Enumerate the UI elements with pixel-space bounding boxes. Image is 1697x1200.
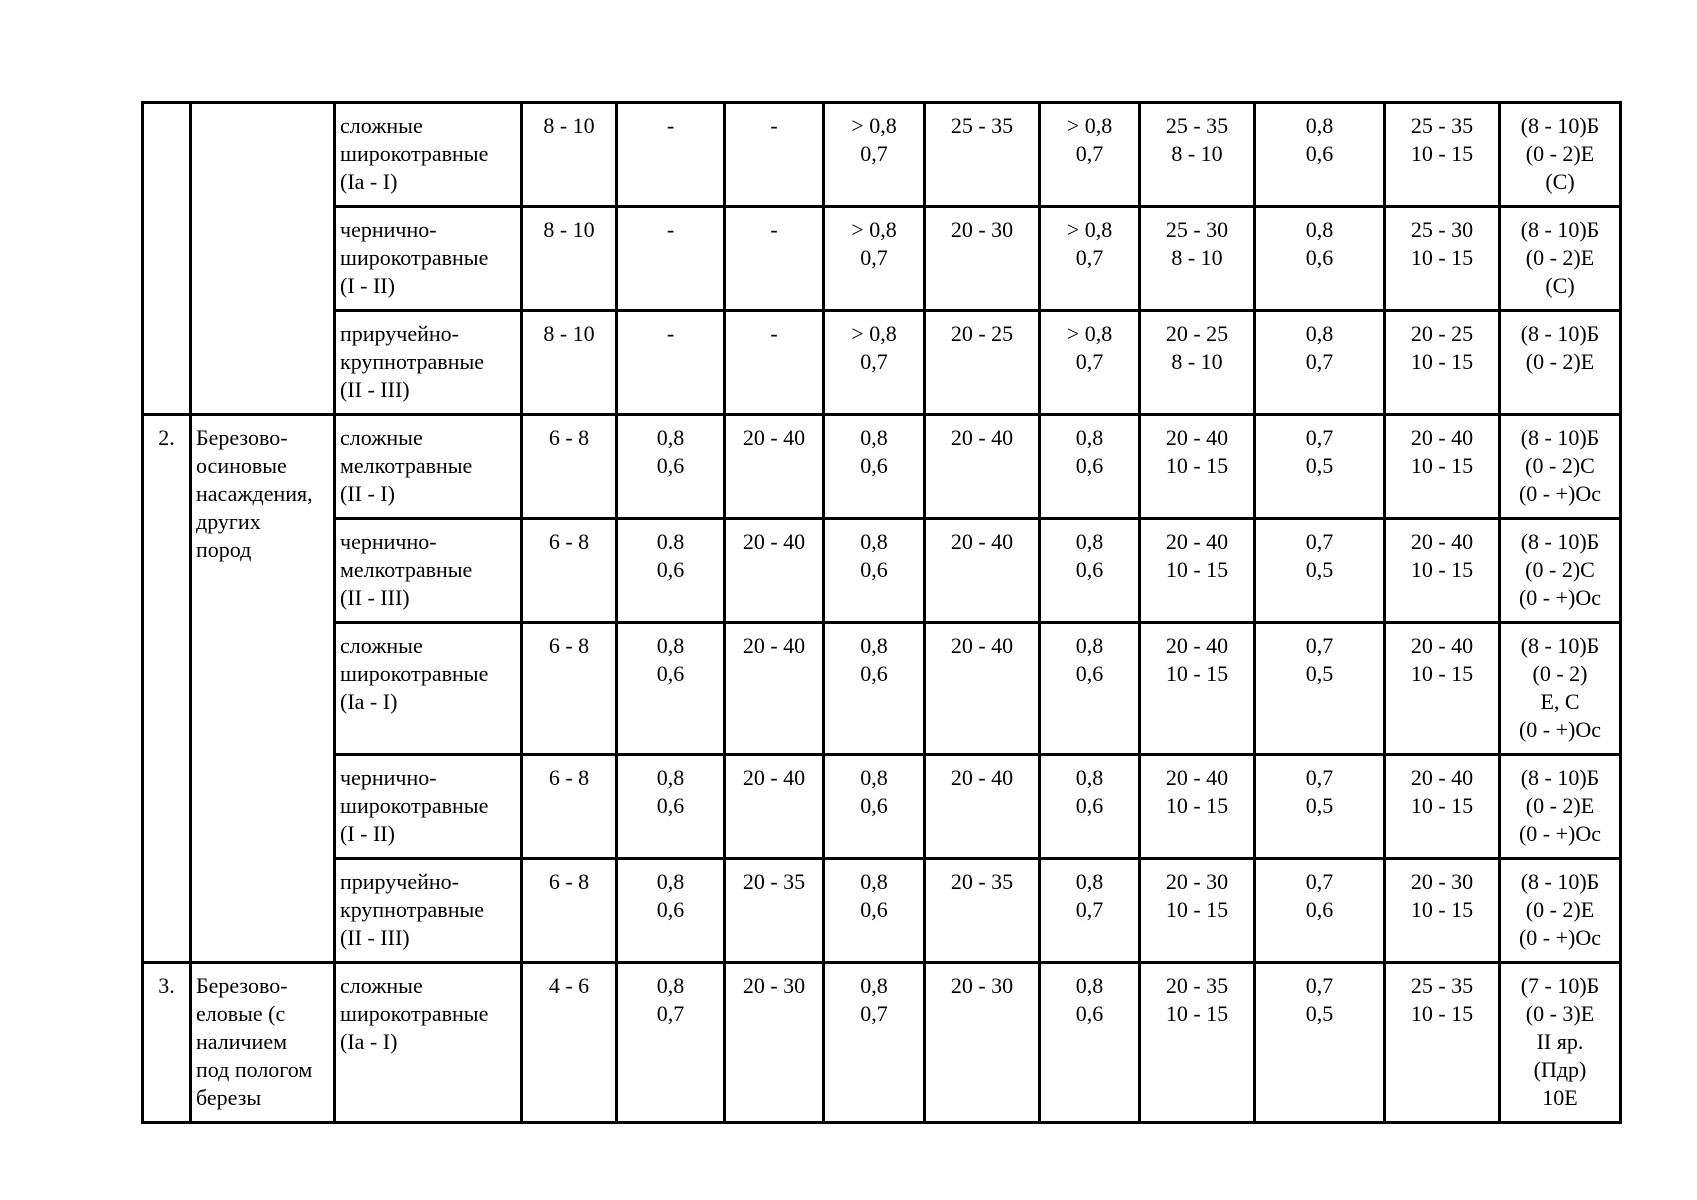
- value-cell: 20 - 25 10 - 15: [1385, 311, 1500, 415]
- value-cell: 20 - 30: [725, 963, 824, 1123]
- value-cell: 25 - 35 10 - 15: [1385, 963, 1500, 1123]
- value-cell: -: [617, 207, 725, 311]
- forest-type-cell: чернично- широкотравные (I - II): [335, 755, 522, 859]
- value-cell: 6 - 8: [522, 755, 617, 859]
- value-cell: 6 - 8: [522, 623, 617, 755]
- composition-cell: (8 - 10)Б (0 - 2)Е: [1500, 311, 1621, 415]
- row-number-cell: 2.: [143, 415, 191, 963]
- value-cell: 0,8 0,7: [824, 963, 925, 1123]
- value-cell: 0,8 0,7: [1040, 859, 1140, 963]
- value-cell: -: [725, 103, 824, 207]
- value-cell: 0,7 0,5: [1255, 963, 1385, 1123]
- value-cell: 20 - 40 10 - 15: [1140, 415, 1255, 519]
- forest-type-cell: сложные широкотравные (Ia - I): [335, 963, 522, 1123]
- forest-type-cell: приручейно- крупнотравные (II - III): [335, 859, 522, 963]
- value-cell: -: [617, 103, 725, 207]
- value-cell: > 0,8 0,7: [824, 207, 925, 311]
- value-cell: 0,8 0,6: [617, 623, 725, 755]
- value-cell: 20 - 30 10 - 15: [1140, 859, 1255, 963]
- value-cell: 0,8 0,6: [824, 415, 925, 519]
- value-cell: 0,7 0,5: [1255, 623, 1385, 755]
- value-cell: 0,8 0,7: [1255, 311, 1385, 415]
- value-cell: 20 - 40: [925, 519, 1040, 623]
- value-cell: > 0,8 0,7: [824, 311, 925, 415]
- value-cell: 0,7 0,5: [1255, 755, 1385, 859]
- value-cell: 25 - 35 8 - 10: [1140, 103, 1255, 207]
- composition-cell: (8 - 10)Б (0 - 2)Е (0 - +)Ос: [1500, 859, 1621, 963]
- value-cell: 20 - 40: [925, 415, 1040, 519]
- value-cell: 25 - 30 8 - 10: [1140, 207, 1255, 311]
- stand-group-cell: Березово- еловые (с наличием под пологом березы: [191, 963, 335, 1123]
- value-cell: 0,8 0,6: [617, 415, 725, 519]
- value-cell: 20 - 40: [725, 623, 824, 755]
- table-row: [143, 623, 1621, 755]
- value-cell: 0,8 0,6: [617, 755, 725, 859]
- value-cell: 20 - 40 10 - 15: [1385, 755, 1500, 859]
- value-cell: 20 - 40 10 - 15: [1385, 623, 1500, 755]
- value-cell: 8 - 10: [522, 311, 617, 415]
- row-number-cell: [143, 103, 191, 415]
- value-cell: 25 - 35 10 - 15: [1385, 103, 1500, 207]
- table-row: [143, 519, 1621, 623]
- composition-cell: (8 - 10)Б (0 - 2)Е (С): [1500, 207, 1621, 311]
- value-cell: 8 - 10: [522, 207, 617, 311]
- forest-type-cell: сложные широкотравные (Ia - I): [335, 103, 522, 207]
- value-cell: 0,8 0,6: [617, 859, 725, 963]
- value-cell: 0.8 0,6: [617, 519, 725, 623]
- composition-cell: (8 - 10)Б (0 - 2) Е, С (0 - +)Ос: [1500, 623, 1621, 755]
- value-cell: 20 - 35: [725, 859, 824, 963]
- table-row: [143, 207, 1621, 311]
- table-row: [143, 859, 1621, 963]
- table-row: [143, 963, 1621, 1123]
- value-cell: 20 - 40 10 - 15: [1385, 519, 1500, 623]
- value-cell: 0,8 0,6: [1040, 963, 1140, 1123]
- stand-group-cell: Березово- осиновые насаждения, других пород: [191, 415, 335, 963]
- table-row: [143, 103, 1621, 207]
- value-cell: 0,8 0,6: [824, 623, 925, 755]
- value-cell: > 0,8 0,7: [824, 103, 925, 207]
- value-cell: 0,8 0,6: [824, 519, 925, 623]
- value-cell: 20 - 30: [925, 207, 1040, 311]
- value-cell: 25 - 35: [925, 103, 1040, 207]
- composition-cell: (8 - 10)Б (0 - 2)Е (С): [1500, 103, 1621, 207]
- stand-group-cell: [191, 103, 335, 415]
- table-row: [143, 755, 1621, 859]
- value-cell: 6 - 8: [522, 415, 617, 519]
- value-cell: 0,8 0,6: [824, 755, 925, 859]
- value-cell: 20 - 40: [725, 415, 824, 519]
- forest-type-cell: чернично- мелкотравные (II - III): [335, 519, 522, 623]
- value-cell: 0,8 0,6: [1255, 207, 1385, 311]
- value-cell: 20 - 30: [925, 963, 1040, 1123]
- composition-cell: (8 - 10)Б (0 - 2)Е (0 - +)Ос: [1500, 755, 1621, 859]
- forest-type-cell: сложные мелкотравные (II - I): [335, 415, 522, 519]
- value-cell: > 0,8 0,7: [1040, 207, 1140, 311]
- value-cell: 20 - 40: [925, 623, 1040, 755]
- value-cell: 0,8 0,6: [1040, 755, 1140, 859]
- value-cell: > 0,8 0,7: [1040, 103, 1140, 207]
- value-cell: 6 - 8: [522, 519, 617, 623]
- value-cell: 4 - 6: [522, 963, 617, 1123]
- forest-type-cell: приручейно- крупнотравные (II - III): [335, 311, 522, 415]
- value-cell: 20 - 40 10 - 15: [1140, 519, 1255, 623]
- composition-cell: (7 - 10)Б (0 - 3)Е II яр. (Пдр) 10Е: [1500, 963, 1621, 1123]
- value-cell: 0,7 0,5: [1255, 415, 1385, 519]
- table-row: [143, 415, 1621, 519]
- value-cell: 0,7 0,5: [1255, 519, 1385, 623]
- value-cell: 0,8 0,7: [617, 963, 725, 1123]
- value-cell: -: [725, 207, 824, 311]
- value-cell: 0,8 0,6: [824, 859, 925, 963]
- value-cell: 0,7 0,6: [1255, 859, 1385, 963]
- forest-types-table: [141, 101, 1622, 1124]
- value-cell: 20 - 35 10 - 15: [1140, 963, 1255, 1123]
- value-cell: > 0,8 0,7: [1040, 311, 1140, 415]
- value-cell: 6 - 8: [522, 859, 617, 963]
- value-cell: 0,8 0,6: [1040, 519, 1140, 623]
- value-cell: 0,8 0,6: [1040, 623, 1140, 755]
- composition-cell: (8 - 10)Б (0 - 2)С (0 - +)Ос: [1500, 519, 1621, 623]
- value-cell: -: [725, 311, 824, 415]
- value-cell: 20 - 25 8 - 10: [1140, 311, 1255, 415]
- value-cell: 20 - 40 10 - 15: [1140, 755, 1255, 859]
- value-cell: 20 - 35: [925, 859, 1040, 963]
- forest-type-cell: чернично- широкотравные (I - II): [335, 207, 522, 311]
- forest-type-cell: сложные широкотравные (Ia - I): [335, 623, 522, 755]
- value-cell: 8 - 10: [522, 103, 617, 207]
- value-cell: 20 - 40 10 - 15: [1385, 415, 1500, 519]
- value-cell: 0,8 0,6: [1255, 103, 1385, 207]
- table-row: [143, 311, 1621, 415]
- value-cell: 20 - 40: [725, 519, 824, 623]
- value-cell: -: [617, 311, 725, 415]
- value-cell: 20 - 30 10 - 15: [1385, 859, 1500, 963]
- value-cell: 20 - 40 10 - 15: [1140, 623, 1255, 755]
- value-cell: 20 - 40: [925, 755, 1040, 859]
- composition-cell: (8 - 10)Б (0 - 2)С (0 - +)Ос: [1500, 415, 1621, 519]
- value-cell: 20 - 40: [725, 755, 824, 859]
- value-cell: 0,8 0,6: [1040, 415, 1140, 519]
- value-cell: 20 - 25: [925, 311, 1040, 415]
- row-number-cell: 3.: [143, 963, 191, 1123]
- value-cell: 25 - 30 10 - 15: [1385, 207, 1500, 311]
